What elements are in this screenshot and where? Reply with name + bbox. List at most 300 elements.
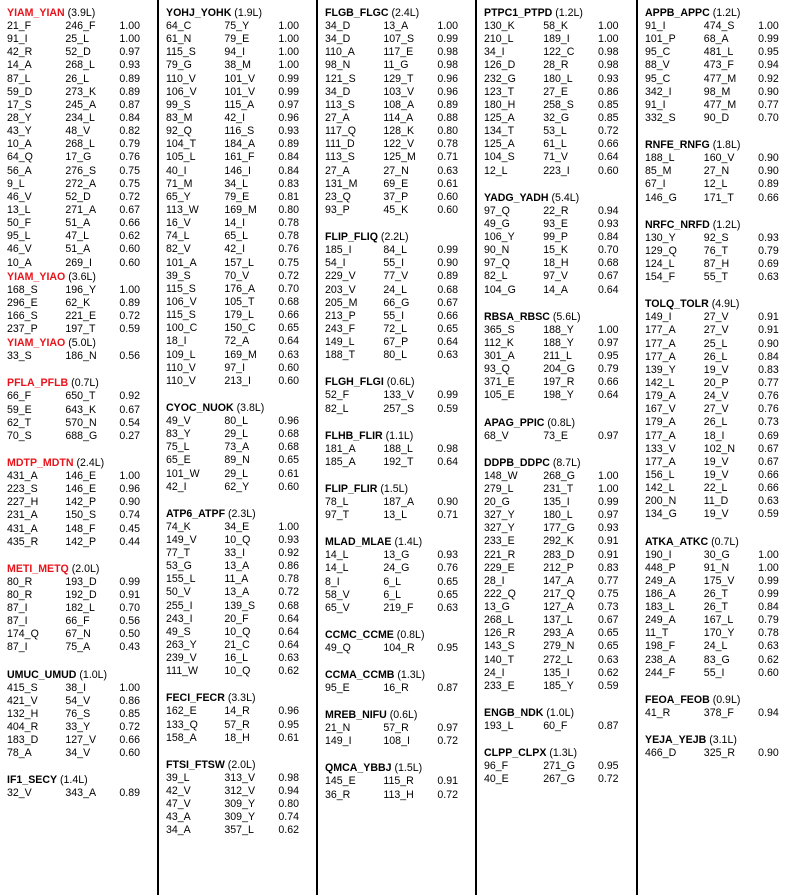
group-length: (3.8L) (233, 401, 265, 414)
residue-b: 13_A (224, 586, 250, 599)
residue-b: 29_L (224, 428, 248, 441)
residue-a: 12_L (484, 164, 508, 177)
protein-pair-group (325, 375, 471, 415)
score: 1.00 (597, 469, 619, 482)
residue-pair-row (7, 628, 153, 641)
residue-b: 98_M (703, 85, 731, 98)
residue-a: 167_V (645, 403, 676, 416)
residue-b: 76_S (65, 707, 91, 720)
score: 0.62 (119, 230, 141, 243)
residue-b: 189_I (543, 33, 570, 46)
residue-b: 474_S (703, 20, 735, 32)
residue-pair-row (7, 523, 153, 536)
residue-a: 80_R (7, 588, 33, 601)
residue-pair-row (7, 33, 153, 46)
residue-pair-row (7, 787, 153, 800)
residue-b: 38_M (224, 59, 251, 72)
score: 0.68 (597, 257, 619, 270)
group-name: CYOC_NUOK (166, 401, 234, 414)
residue-b: 26_L (703, 416, 728, 429)
residue-b: 184_A (224, 138, 256, 151)
score: 0.89 (437, 98, 459, 111)
residue-a: 239_V (166, 652, 197, 665)
residue-b: 157_L (224, 256, 254, 269)
score: 0.96 (278, 705, 300, 718)
residue-a: 100_C (166, 322, 198, 335)
group-length: (0.8L) (544, 416, 576, 429)
residue-b: 103_V (383, 85, 415, 98)
residue-pair-row (325, 562, 471, 575)
residue-b: 258_S (543, 98, 574, 111)
residue-pair-row (325, 735, 471, 748)
score: 0.66 (119, 217, 141, 230)
residue-pair-row (325, 576, 471, 589)
residue-b: 211_L (543, 349, 572, 362)
protein-pair-group (484, 191, 632, 297)
score: 0.79 (758, 614, 779, 627)
residue-a: 8_I (325, 575, 340, 588)
score: 0.76 (758, 403, 779, 416)
score: 0.91 (119, 588, 141, 601)
group-title (166, 6, 312, 20)
residue-a: 11_T (645, 627, 669, 640)
residue-a: 158_A (166, 731, 197, 744)
residue-pair-row (166, 468, 312, 481)
residue-pair-row (7, 323, 153, 336)
score: 0.99 (758, 574, 779, 587)
residue-a: 27_A (325, 164, 350, 177)
residue-b: 127_A (543, 601, 574, 614)
residue-a: 154_F (645, 271, 676, 284)
residue-b: 97_I (224, 361, 246, 374)
group-title (645, 693, 792, 707)
score: 0.98 (597, 59, 619, 72)
residue-b: 257_S (383, 402, 415, 415)
residue-pair-row (166, 138, 312, 151)
residue-b: 18_H (543, 257, 569, 270)
residue-b: 108_I (383, 735, 410, 748)
residue-a: 124_L (645, 257, 675, 270)
residue-b: 25_L (703, 337, 728, 350)
group-length: (2.2L) (377, 231, 409, 244)
residue-pair-row (166, 125, 312, 138)
residue-a: 185_A (325, 455, 356, 468)
residue-b: 101_V (224, 72, 256, 85)
residue-a: 9_L (7, 177, 25, 190)
residue-pair-row (484, 46, 632, 59)
residue-a: 80_R (7, 575, 33, 588)
score: 0.93 (278, 533, 300, 546)
group-title (484, 746, 632, 760)
residue-pair-row (325, 191, 471, 204)
residue-pair-row (7, 641, 153, 654)
residue-a: 82_V (166, 243, 191, 256)
score: 0.87 (597, 720, 619, 733)
group-name: YIAM_YIAO (7, 270, 66, 283)
residue-a: 149_I (645, 311, 672, 324)
residue-pair-row (645, 443, 792, 456)
group-length: (3.9L) (64, 7, 96, 19)
residue-pair-row (645, 549, 792, 562)
residue-a: 130_Y (645, 231, 676, 244)
group-name: PTPC1_PTPD (484, 7, 553, 19)
group-title (645, 218, 792, 232)
residue-pair-row (645, 165, 792, 178)
score: 0.68 (278, 428, 300, 441)
residue-pair-row (645, 351, 792, 364)
protein-pair-group (484, 706, 632, 733)
residue-b: 197_T (65, 323, 96, 336)
residue-b: 219_F (383, 601, 414, 614)
residue-a: 186_A (645, 587, 676, 600)
score: 1.00 (278, 33, 300, 46)
residue-b: 61_L (543, 138, 567, 151)
residue-pair-row (484, 773, 632, 786)
group-name: FLIP_FLIR (325, 482, 378, 495)
residue-b: 188_Y (543, 323, 574, 336)
group-name: APAG_PPIC (484, 416, 545, 429)
score: 0.76 (758, 390, 779, 403)
residue-pair-row (325, 73, 471, 86)
residue-b: 80_L (224, 414, 248, 427)
residue-b: 268_G (543, 469, 575, 482)
residue-b: 13_A (383, 20, 409, 32)
protein-pair-group (645, 218, 792, 285)
residue-pair-row (484, 562, 632, 575)
residue-pair-row (325, 59, 471, 72)
score: 0.76 (278, 243, 300, 256)
residue-a: 117_Q (325, 125, 357, 138)
residue-pair-row (325, 443, 471, 456)
residue-a: 50_F (7, 217, 32, 230)
residue-b: 19_V (703, 508, 729, 521)
protein-pair-group (325, 761, 471, 801)
residue-b: 24_L (383, 283, 407, 296)
score: 0.72 (278, 269, 300, 282)
residue-a: 126_D (484, 59, 516, 72)
score: 0.90 (758, 165, 779, 178)
group-title (325, 230, 471, 244)
score: 0.63 (437, 164, 459, 177)
group-name: ATKA_ATKC (645, 535, 709, 548)
residue-b: 477_M (703, 72, 737, 85)
residue-b: 55_T (703, 271, 728, 284)
residue-a: 39_L (166, 771, 190, 784)
residue-pair-row (325, 138, 471, 151)
residue-a: 104_S (484, 151, 515, 164)
score: 0.89 (119, 787, 141, 800)
residue-b: 13_G (383, 549, 410, 562)
residue-b: 186_N (65, 350, 97, 363)
residue-a: 93_Q (484, 363, 510, 376)
residue-a: 96_F (484, 760, 509, 773)
residue-pair-row (645, 575, 792, 588)
residue-pair-row (325, 297, 471, 310)
protein-pair-group (484, 416, 632, 443)
residue-a: 179_A (645, 390, 676, 403)
residue-b: 180_L (543, 509, 573, 522)
residue-pair-row (166, 165, 312, 178)
group-name: FECI_FECR (166, 692, 225, 705)
residue-a: 59_E (7, 403, 32, 416)
score: 1.00 (119, 469, 141, 482)
residue-b: 279_N (543, 640, 575, 653)
residue-a: 125_A (484, 111, 515, 124)
residue-a: 156_L (645, 468, 675, 481)
residue-b: 16_L (224, 652, 248, 665)
residue-pair-row (325, 151, 471, 164)
residue-pair-row (166, 283, 312, 296)
score: 0.93 (597, 217, 619, 230)
residue-a: 53_G (166, 560, 192, 573)
protein-pair-group (645, 138, 792, 205)
residue-pair-row (325, 349, 471, 362)
score: 0.95 (437, 641, 459, 654)
score: 0.70 (278, 282, 300, 295)
residue-pair-row (645, 324, 792, 337)
score: 1.00 (597, 20, 619, 32)
score: 0.97 (278, 98, 300, 111)
residue-a: 87_I (7, 602, 28, 615)
residue-pair-row (484, 350, 632, 363)
residue-a: 415_S (7, 681, 38, 694)
group-length: (0.9L) (709, 693, 741, 706)
score: 0.92 (758, 72, 779, 85)
score: 0.65 (278, 454, 300, 467)
score: 0.95 (278, 718, 300, 731)
residue-b: 87_H (703, 257, 730, 270)
residue-a: 174_Q (7, 628, 39, 641)
residue-a: 49_V (166, 414, 191, 427)
group-name: DDPB_DDPC (484, 456, 550, 469)
score: 0.72 (597, 125, 619, 138)
residue-a: 115_S (166, 282, 196, 295)
residue-a: 92_Q (166, 125, 192, 138)
residue-b: 14_R (224, 705, 250, 718)
score: 0.68 (278, 295, 300, 308)
residue-a: 131_M (325, 177, 358, 190)
group-title (7, 562, 153, 576)
residue-a: 62_T (7, 416, 32, 429)
group-title (7, 456, 153, 470)
score: 0.67 (758, 455, 779, 468)
residue-a: 95_C (645, 46, 671, 59)
residue-a: 332_S (645, 111, 676, 124)
group-title (645, 535, 792, 549)
score: 1.00 (119, 20, 141, 32)
residue-pair-row (645, 338, 792, 351)
residue-a: 49_G (484, 217, 510, 230)
residue-b: 170_Y (703, 627, 735, 640)
residue-b: 92_S (703, 231, 729, 244)
residue-b: 309_Y (224, 798, 256, 811)
score: 0.65 (437, 588, 459, 601)
residue-pair-row (484, 270, 632, 283)
score: 1.00 (597, 323, 619, 336)
residue-pair-row (166, 665, 312, 678)
score: 0.66 (758, 468, 779, 481)
score: 0.99 (278, 85, 300, 98)
residue-pair-row (166, 600, 312, 613)
residue-b: 11_G (383, 59, 409, 72)
group-title (7, 6, 153, 20)
group-length: (2.3L) (225, 507, 256, 520)
residue-b: 72_A (224, 335, 250, 348)
residue-b: 16_R (383, 682, 409, 695)
residue-pair-row (484, 535, 632, 548)
residue-a: 111_W (166, 665, 198, 678)
table-column (159, 0, 318, 895)
residue-b: 20_P (703, 376, 729, 389)
score: 0.88 (437, 111, 459, 124)
residue-pair-row (645, 311, 792, 324)
residue-pair-row (7, 509, 153, 522)
score: 0.66 (758, 191, 779, 204)
group-title (7, 270, 153, 284)
residue-a: 70_S (7, 429, 32, 442)
residue-pair-row (484, 376, 632, 389)
residue-a: 130_K (484, 20, 515, 32)
score: 0.93 (119, 59, 141, 72)
score: 0.76 (119, 151, 141, 164)
residue-pair-row (484, 20, 632, 33)
residue-b: 60_F (543, 720, 568, 733)
score: 0.65 (597, 627, 619, 640)
score: 0.99 (758, 33, 779, 46)
residue-pair-row (645, 403, 792, 416)
residue-b: 212_P (543, 561, 574, 574)
residue-b: 10_Q (224, 665, 251, 678)
score: 0.87 (119, 98, 141, 111)
residue-b: 161_F (224, 151, 255, 164)
residue-pair-row (166, 191, 312, 204)
protein-pair-group (325, 708, 471, 748)
residue-a: 180_H (484, 98, 516, 111)
group-length: (2.4L) (73, 456, 105, 469)
group-length: (1.1L) (382, 429, 414, 442)
residue-b: 26_T (703, 587, 728, 600)
residue-a: 75_L (166, 441, 190, 454)
residue-a: 87_L (7, 72, 31, 85)
residue-pair-row (7, 350, 153, 363)
residue-pair-row (7, 589, 153, 602)
residue-pair-row (645, 469, 792, 482)
score: 0.83 (758, 363, 779, 376)
residue-pair-row (645, 377, 792, 390)
residue-a: 98_N (325, 59, 351, 72)
residue-b: 188_Y (543, 336, 574, 349)
residue-a: 32_V (7, 787, 32, 800)
score: 1.00 (597, 482, 619, 495)
score: 0.70 (758, 111, 779, 124)
score: 0.91 (597, 535, 619, 548)
score: 0.98 (278, 771, 300, 784)
residue-pair-row (484, 363, 632, 376)
residue-pair-row (166, 296, 312, 309)
score: 0.70 (119, 602, 141, 615)
residue-pair-row (166, 560, 312, 573)
residue-pair-row (484, 601, 632, 614)
residue-b: 169_M (224, 203, 257, 216)
residue-pair-row (325, 244, 471, 257)
residue-b: 231_T (543, 482, 574, 495)
residue-a: 78_A (7, 747, 32, 760)
score: 0.90 (119, 496, 141, 509)
residue-b: 34_E (224, 520, 250, 533)
group-name: RBSA_RBSC (484, 310, 550, 323)
residue-b: 117_E (383, 46, 414, 59)
score: 0.63 (278, 652, 300, 665)
residue-a: 18_I (166, 335, 187, 348)
residue-b: 135_I (543, 666, 570, 679)
score: 0.70 (597, 244, 619, 257)
score: 0.60 (278, 480, 300, 493)
residue-pair-row (645, 46, 792, 59)
residue-a: 112_K (484, 336, 514, 349)
residue-b: 192_D (65, 588, 97, 601)
score: 0.77 (758, 376, 779, 389)
residue-b: 570_N (65, 416, 97, 429)
residue-pair-row (7, 112, 153, 125)
score: 0.59 (597, 679, 619, 692)
residue-a: 43_Y (7, 125, 32, 138)
residue-pair-row (7, 297, 153, 310)
residue-pair-row (7, 125, 153, 138)
residue-pair-row (7, 576, 153, 589)
residue-pair-row (645, 364, 792, 377)
residue-b: 54_V (65, 694, 91, 707)
residue-a: 10_A (7, 256, 32, 269)
protein-pair-group (325, 628, 471, 655)
residue-a: 149_V (166, 533, 197, 546)
score: 0.71 (437, 509, 459, 522)
residue-pair-row (325, 496, 471, 509)
group-name: YADG_YADH (484, 191, 549, 204)
residue-pair-row (166, 375, 312, 388)
protein-pair-group (645, 6, 792, 125)
score: 0.98 (437, 46, 459, 59)
residue-a: 181_A (325, 442, 356, 455)
residue-b: 650_T (65, 390, 96, 403)
residue-a: 134_T (484, 125, 515, 138)
residue-a: 34_D (325, 85, 351, 98)
residue-pair-row (325, 456, 471, 469)
residue-b: 10_Q (224, 625, 251, 638)
residue-a: 121_S (325, 72, 356, 85)
group-name: YEJA_YEJB (645, 734, 707, 747)
residue-b: 6_L (383, 575, 402, 588)
residue-b: 107_S (383, 33, 415, 46)
residue-pair-row (166, 322, 312, 335)
residue-pair-row (484, 522, 632, 535)
residue-pair-row (325, 33, 471, 46)
score: 0.78 (278, 230, 300, 243)
score: 0.67 (437, 296, 459, 309)
residue-a: 95_L (7, 230, 31, 243)
group-title (645, 297, 792, 311)
residue-a: 65_E (166, 454, 191, 467)
protein-pair-group (7, 562, 153, 655)
score: 0.85 (597, 111, 619, 124)
protein-pair-group (7, 773, 153, 800)
residue-b: 27_N (383, 164, 409, 177)
residue-b: 42_I (224, 243, 246, 256)
residue-a: 205_M (325, 296, 358, 309)
residue-b: 245_A (65, 98, 97, 111)
group-length: (1.3L) (394, 669, 426, 682)
residue-b: 293_A (543, 627, 574, 640)
residue-pair-row (645, 20, 792, 33)
